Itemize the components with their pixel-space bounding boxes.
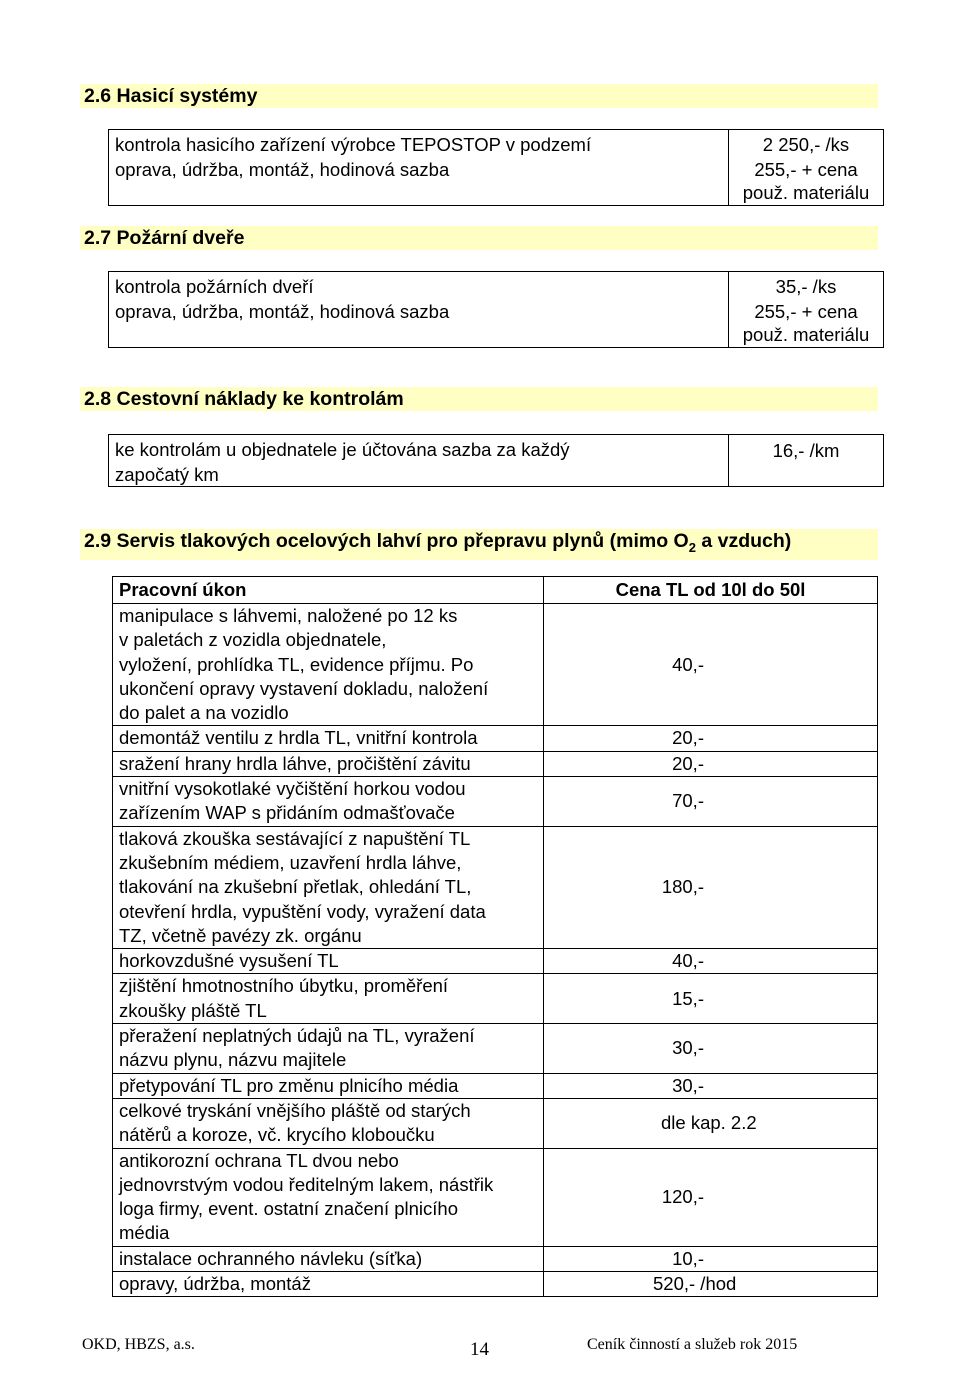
task-line: horkovzdušné vysušení TL [119, 950, 339, 972]
price-line: 255,- + cena [754, 300, 858, 322]
title-subscript: 2 [688, 539, 696, 555]
price-line: použ. materiálu [742, 324, 870, 345]
price-value: 10,- [672, 1247, 704, 1269]
task-line: v paletách z vozidla objednatele, [119, 629, 387, 651]
task-cell [113, 726, 544, 751]
task-cell [113, 949, 544, 974]
title-text: 2.9 Servis tlakových ocelových lahví pro přepravu plynů (mimo O [84, 530, 689, 552]
price-cell [544, 604, 878, 726]
task-line: zjištění hmotnostního úbytku, proměření [119, 975, 449, 997]
task-line: opravy, údržba, montáž [119, 1273, 311, 1295]
task-line: názvu plynu, názvu majitele [119, 1049, 347, 1071]
price-cell [544, 1148, 878, 1246]
price-table [112, 576, 878, 1297]
section-title-2-7: 2.7 Požární dveře [80, 226, 878, 250]
table-row [113, 1024, 878, 1074]
title-text-end: a vzduch) [695, 530, 792, 552]
price-value: 520,- /hod [653, 1273, 737, 1295]
task-line: instalace ochranného návleku (síťka) [119, 1247, 423, 1269]
price-cell [544, 726, 878, 751]
task-line: loga firmy, event. ostatní značení plnicího [119, 1198, 459, 1220]
task-line: jednovrstvým vodou ředitelným lakem, nástřik [119, 1173, 494, 1195]
table-row [113, 777, 878, 827]
price-value: 40,- [672, 950, 704, 972]
task-line: zkušebním médiem, uzavření hrdla láhve, [119, 851, 462, 873]
price-value: dle kap. 2.2 [661, 1112, 757, 1134]
description-line: oprava, údržba, montáž, hodinová sazba [115, 300, 450, 322]
task-cell [113, 826, 544, 948]
task-line: otevření hrdla, vypuštění vody, vyražení data [119, 900, 486, 922]
description-line: oprava, údržba, montáž, hodinová sazba [115, 158, 450, 180]
price-value: 20,- [672, 727, 704, 749]
price-cell [544, 949, 878, 974]
task-line: média [119, 1222, 170, 1244]
table-row [113, 826, 878, 948]
task-cell [113, 1073, 544, 1098]
price-value: 70,- [672, 790, 704, 812]
column-header-task: Pracovní úkon [113, 577, 544, 604]
price-cell [544, 1246, 878, 1271]
price-cell [544, 826, 878, 948]
task-line: přetypování TL pro změnu plnicího média [119, 1074, 459, 1096]
section-title-2-6: 2.6 Hasicí systémy [80, 84, 878, 108]
task-line: ukončení opravy vystavení dokladu, naložení [119, 677, 489, 699]
price-line: 35,- /ks [775, 276, 837, 297]
task-line: zařízením WAP s přidáním odmašťovače [119, 802, 455, 824]
price-cell [544, 1098, 878, 1148]
task-cell [113, 1246, 544, 1271]
table-row [113, 1073, 878, 1098]
price-cell [544, 777, 878, 827]
price-line: 255,- + cena [754, 158, 858, 180]
section-2-8-price [728, 435, 883, 486]
section-title-2-8: 2.8 Cestovní náklady ke kontrolám [80, 387, 878, 411]
task-cell [113, 1148, 544, 1246]
description-line: ke kontrolám u objednatele je účtována sazba za každý [115, 439, 570, 460]
task-cell [113, 974, 544, 1024]
footer-company: OKD, HBZS, a.s. [82, 1336, 195, 1353]
description-line: započatý km [115, 463, 219, 485]
task-line: zkoušky pláště TL [119, 999, 267, 1021]
price-cell [544, 1024, 878, 1074]
task-line: přeražení neplatných údajů na TL, vyražení [119, 1025, 475, 1047]
task-line: tlaková zkouška sestávající z napuštění TL [119, 827, 471, 849]
price-value: 30,- [672, 1037, 704, 1059]
footer-document-title: Ceník činností a služeb rok 2015 [587, 1336, 798, 1353]
task-line: antikorozní ochrana TL dvou nebo [119, 1149, 399, 1171]
table-row [113, 1272, 878, 1297]
task-cell [113, 604, 544, 726]
table-row [113, 726, 878, 751]
section-2-8-description [109, 435, 729, 486]
task-line: manipulace s láhvemi, naložené po 12 ks [119, 605, 458, 626]
task-line: celkové tryskání vnějšího pláště od starých [119, 1099, 471, 1121]
task-line: TZ, včetně pavézy zk. orgánu [119, 924, 362, 946]
section-2-7-price [728, 272, 883, 347]
price-value: 30,- [672, 1074, 704, 1096]
section-title-2-9 [80, 529, 878, 560]
task-line: do palet a na vozidlo [119, 702, 289, 724]
section-2-8-box [108, 434, 884, 487]
task-line: vyložení, prohlídka TL, evidence příjmu. Po [119, 653, 474, 675]
price-value: 20,- [672, 752, 704, 774]
price-cell [544, 974, 878, 1024]
table-row [113, 604, 878, 726]
table-row [113, 949, 878, 974]
price-value: 15,- [672, 987, 704, 1009]
table-row [113, 751, 878, 776]
price-cell [544, 1073, 878, 1098]
description-line: kontrola hasicího zařízení výrobce TEPOSTOP v podzemí [115, 134, 592, 155]
page-number: 14 [470, 1339, 489, 1360]
table-row [113, 974, 878, 1024]
price-cell [544, 1272, 878, 1297]
task-cell [113, 751, 544, 776]
table-row [113, 1246, 878, 1271]
price-line: 2 250,- /ks [762, 134, 850, 155]
price-value: 120,- [661, 1185, 704, 1207]
task-cell [113, 1024, 544, 1074]
price-line: 16,- /km [772, 440, 840, 461]
price-cell [544, 751, 878, 776]
price-value: 180,- [661, 876, 704, 898]
task-line: tlakování na zkušební přetlak, ohledání TL, [119, 876, 472, 898]
column-header-price: Cena TL od 10l do 50l [544, 577, 878, 604]
table-row [113, 1098, 878, 1148]
task-cell [113, 777, 544, 827]
table-row [113, 1148, 878, 1246]
task-cell [113, 1098, 544, 1148]
price-line: použ. materiálu [742, 182, 870, 203]
task-line: nátěrů a koroze, vč. krycího kloboučku [119, 1124, 435, 1146]
section-2-6-description [109, 130, 729, 205]
price-value: 40,- [672, 653, 704, 675]
description-line: kontrola požárních dveří [115, 276, 314, 297]
section-2-6-price [728, 130, 883, 205]
section-2-7-box [108, 271, 884, 348]
task-line: sražení hrany hrdla láhve, pročištění závitu [119, 752, 471, 774]
task-cell [113, 1272, 544, 1297]
task-line: vnitřní vysokotlaké vyčištění horkou vodou [119, 778, 466, 800]
section-2-6-box [108, 129, 884, 206]
section-2-7-description [109, 272, 729, 347]
table-header-row [113, 577, 878, 604]
task-line: demontáž ventilu z hrdla TL, vnitřní kontrola [119, 727, 478, 749]
price-table-body [113, 604, 878, 1297]
